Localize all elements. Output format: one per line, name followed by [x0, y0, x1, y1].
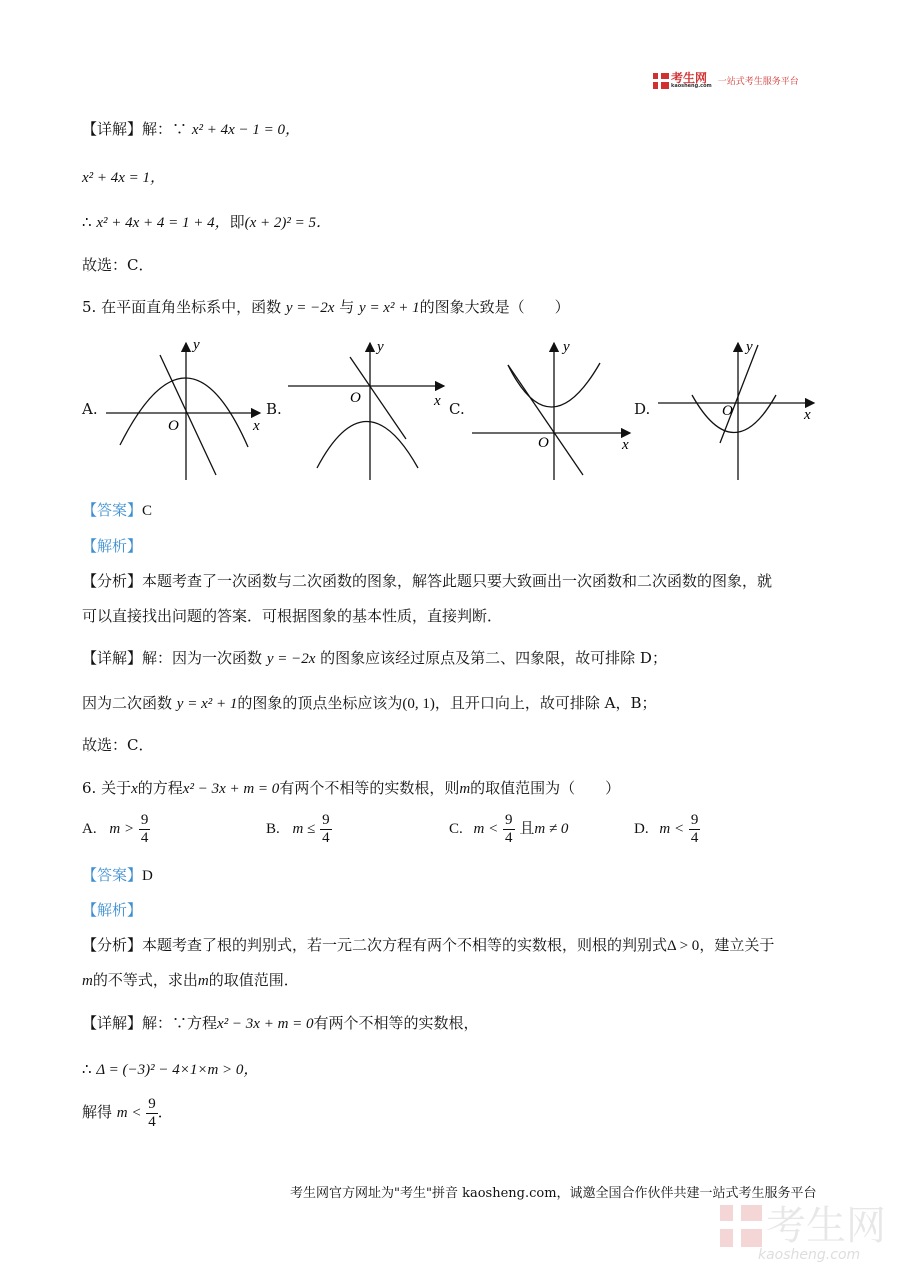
q5-analysis-tag: 【解析】	[82, 537, 143, 555]
q6-answer: 【答案】D	[82, 866, 153, 884]
q6-option-a: A. m > $\frac{9}{4}$	[82, 812, 149, 846]
q5-option-b-label: B.	[266, 400, 282, 418]
q5-graph-a	[98, 335, 270, 483]
watermark-domain: kaosheng.com	[758, 1247, 861, 1263]
q5-detail-line1: 【详解】解：因为一次函数 y = −2x 的图象应该经过原点及第二、四象限，故可排除 D；	[82, 649, 667, 667]
y-axis-label: y	[563, 339, 570, 355]
logo-icon	[653, 73, 669, 89]
x-axis-label: x	[253, 418, 260, 434]
q5-fenxi-line2: 可以直接找出问题的答案．可根据图象的基本性质，直接判断．	[82, 607, 503, 625]
y-axis-label: y	[746, 339, 753, 355]
q4-eq1: x² + 4x − 1 = 0，	[191, 122, 301, 138]
footer-text: 考生网官方网址为"考生"拼音 kaosheng.com，诚邀全国合作伙伴共建一站式考生服务平台	[290, 1186, 817, 1201]
q6-detail-line2: ∴ Δ = (−3)² − 4×1×m > 0，	[82, 1060, 259, 1078]
q5-answer: 【答案】C	[82, 501, 153, 519]
parabola	[317, 422, 418, 469]
origin-label: O	[722, 403, 733, 419]
watermark-logo-icon	[720, 1205, 762, 1247]
parabola	[692, 395, 776, 433]
q5-option-d-label: D.	[634, 400, 651, 418]
header-slogan: 一站式考生服务平台	[717, 77, 799, 87]
header-logo	[653, 72, 799, 89]
fraction-9-4: $\frac{9}{4}$	[140, 812, 149, 846]
q5-graph-c	[468, 335, 638, 483]
watermark-text: 考生网	[766, 1203, 886, 1249]
q6-detail-line3: 解得 m < $\frac{9}{4}$ ．	[82, 1096, 173, 1130]
x-axis-label: x	[804, 407, 811, 423]
x-axis-label: x	[622, 437, 629, 453]
q6-detail-line1: 【详解】解：∵方程x² − 3x + m = 0有两个不相等的实数根，	[82, 1014, 479, 1032]
logo-name: 考生网 kaosheng.com	[671, 71, 712, 89]
q4-detail-line3: ∴ x² + 4x + 4 = 1 + 4，即(x + 2)² = 5．	[82, 213, 332, 231]
line	[160, 355, 216, 475]
q6-analysis-tag: 【解析】	[82, 901, 143, 919]
fraction-9-4: $\frac{9}{4}$	[148, 1096, 156, 1130]
q4-choose: 故选：C．	[82, 256, 154, 274]
q5-choose: 故选：C．	[82, 736, 154, 754]
line	[720, 345, 758, 443]
fraction-9-4: $\frac{9}{4}$	[322, 812, 330, 846]
q5-stem: 5. 在平面直角坐标系中，函数 y = −2x 与 y = x² + 1的图象大致是（ ）	[82, 298, 570, 316]
q5-option-a-label: A.	[82, 400, 98, 418]
watermark	[720, 1205, 886, 1247]
q6-option-b: B. m ≤ $\frac{9}{4}$	[266, 812, 330, 846]
q6-option-c: C. m < $\frac{9}{4}$ 且m ≠ 0	[449, 812, 569, 846]
q5-fenxi-line1: 【分析】本题考查了一次函数与二次函数的图象，解答此题只要大致画出一次函数和二次函数的图象，就	[82, 572, 773, 590]
y-axis-label: y	[193, 337, 200, 353]
q5-detail-line2: 因为二次函数 y = x² + 1的图象的顶点坐标应该为(0, 1)，且开口向上，故可排除 A，B；	[82, 694, 657, 712]
q6-stem: 6. 关于x的方程x² − 3x + m = 0有两个不相等的实数根，则m的取值范围为（ ）	[82, 779, 621, 797]
logo-domain: kaosheng.com	[671, 83, 712, 89]
origin-label: O	[538, 435, 549, 451]
q4-detail-line1: 【详解】解：∵ x² + 4x − 1 = 0，	[82, 120, 301, 138]
fraction-9-4: $\frac{9}{4}$	[505, 812, 513, 846]
x-axis-label: x	[434, 393, 441, 409]
q4-eq2: x² + 4x = 1，	[82, 170, 166, 186]
q6-option-d: D. m < $\frac{9}{4}$	[634, 812, 699, 846]
q5-option-c-label: C.	[449, 400, 465, 418]
origin-label: O	[168, 418, 179, 434]
y-axis-label: y	[377, 339, 384, 355]
q5-graph-b	[284, 335, 454, 483]
q6-fenxi-line2: m的不等式，求出m的取值范围．	[82, 971, 299, 989]
origin-label: O	[350, 390, 361, 406]
line	[508, 365, 583, 475]
q6-fenxi-line1: 【分析】本题考查了根的判别式，若一元二次方程有两个不相等的实数根，则根的判别式Δ > 0，建立关于	[82, 936, 775, 954]
fraction-9-4: $\frac{9}{4}$	[690, 812, 699, 846]
q5-graph-d	[654, 335, 824, 483]
